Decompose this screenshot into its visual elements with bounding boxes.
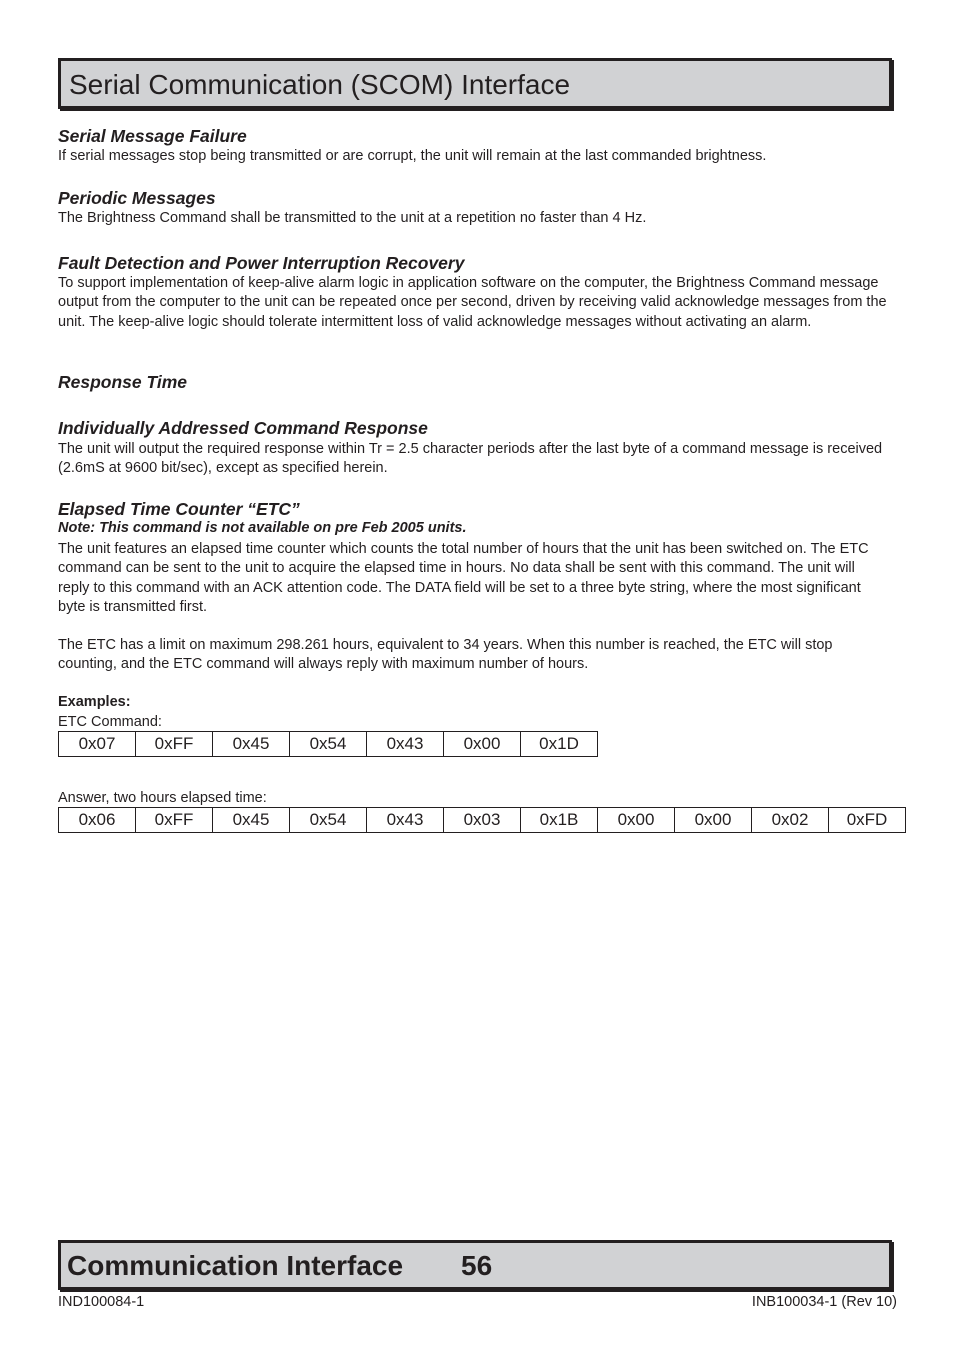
section-text-command-response: The unit will output the required response within Tr = 2.5 character periods after the last byte of a command message is received (2.6mS at 9600 bit/sec), except as specified herein.	[58, 441, 883, 477]
byte-cell: 0xFD	[829, 808, 906, 833]
command-bytes-table	[58, 731, 598, 757]
section-text-etc-limit: The ETC has a limit on maximum 298.261 hours, equivalent to 34 years. When this number is reached, the ETC will stop counting, and the ETC command will always reply with maximum number of hours.	[58, 637, 833, 673]
byte-cell: 0x54	[290, 808, 367, 833]
section-title-etc: Elapsed Time Counter “ETC”	[58, 499, 300, 519]
byte-cell: 0x1B	[521, 808, 598, 833]
examples-heading: Examples:	[58, 694, 131, 710]
section-title-periodic-messages: Periodic Messages	[58, 188, 216, 208]
byte-cell: 0x1D	[521, 732, 598, 757]
byte-cell: 0xFF	[136, 808, 213, 833]
command-label: ETC Command:	[58, 714, 162, 730]
byte-cell: 0x07	[59, 732, 136, 757]
answer-bytes-table	[58, 807, 906, 833]
section-title-fault-detection: Fault Detection and Power Interruption Recovery	[58, 253, 465, 273]
header-banner	[58, 58, 892, 109]
byte-cell: 0x43	[367, 732, 444, 757]
section-text-serial-message-failure: If serial messages stop being transmitted or are corrupt, the unit will remain at the last commanded brightness.	[58, 148, 767, 164]
page-number: 56	[461, 1250, 493, 1281]
etc-note: Note: This command is not available on pre Feb 2005 units.	[58, 520, 467, 536]
section-text-fault-detection: To support implementation of keep-alive alarm logic in application software on the computer, the Brightness Command message output from the computer to the unit can be repeated once per second, driven by receiving valid acknowledge messages from the unit. The keep-alive logic should tolerate intermittent loss of valid acknowledge messages without activating an alarm.	[58, 275, 887, 330]
doc-id-right: INB100034-1 (Rev 10)	[751, 1294, 897, 1310]
answer-label: Answer, two hours elapsed time:	[58, 790, 267, 806]
section-text-etc: The unit features an elapsed time counter which counts the total number of hours that the unit has been switched on. The ETC command can be sent to the unit to acquire the elapsed time in hours. No data shall be sent with this command. The unit will reply to this command with an ACK attention code. The DATA field will be set to a three byte string, where the most significant byte is transmitted first.	[58, 541, 869, 615]
doc-id-left: IND100084-1	[58, 1294, 145, 1310]
byte-cell: 0x43	[367, 808, 444, 833]
byte-cell: 0x03	[444, 808, 521, 833]
footer-banner	[58, 1240, 892, 1290]
footer-title: Communication Interface	[67, 1250, 404, 1281]
byte-cell: 0x06	[59, 808, 136, 833]
byte-cell: 0x00	[444, 732, 521, 757]
section-title-response-time: Response Time	[58, 372, 188, 392]
section-text-periodic-messages: The Brightness Command shall be transmitted to the unit at a repetition no faster than 4 Hz.	[58, 210, 647, 226]
byte-cell: 0x45	[213, 732, 290, 757]
byte-cell: 0x02	[752, 808, 829, 833]
byte-cell: 0x00	[598, 808, 675, 833]
byte-cell: 0x54	[290, 732, 367, 757]
section-title-serial-message-failure: Serial Message Failure	[58, 126, 247, 146]
byte-cell: 0x45	[213, 808, 290, 833]
section-title-command-response: Individually Addressed Command Response	[58, 418, 428, 438]
page-title: Serial Communication (SCOM) Interface	[69, 69, 571, 100]
byte-cell: 0x00	[675, 808, 752, 833]
byte-cell: 0xFF	[136, 732, 213, 757]
